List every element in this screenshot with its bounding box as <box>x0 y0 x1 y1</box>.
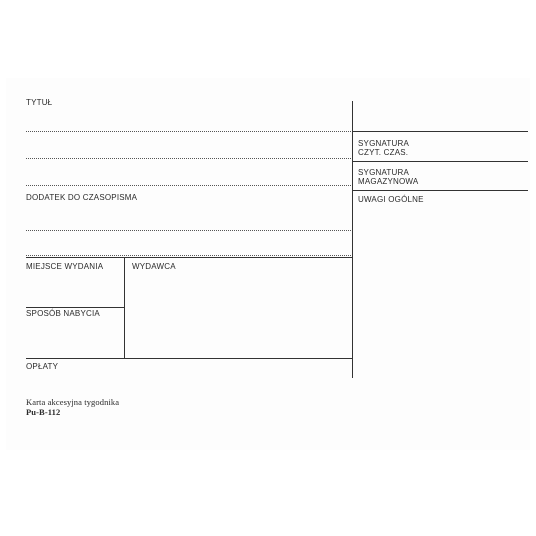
title-dotted-line-3 <box>26 185 351 186</box>
place-acquisition-divider <box>26 307 125 308</box>
reading-signature-top-line <box>352 131 528 132</box>
title-label: TYTUŁ <box>26 98 53 107</box>
form-code: Pu-B-112 <box>26 407 61 417</box>
right-column-divider <box>352 101 353 378</box>
storage-signature-label-line1: SYGNATURA <box>358 168 409 177</box>
general-notes-label: UWAGI OGÓLNE <box>358 195 424 204</box>
place-label: MIEJSCE WYDANIA <box>26 262 104 271</box>
title-dotted-line-1 <box>26 131 351 132</box>
form-description: Karta akcesyjna tygodnika <box>26 397 120 407</box>
fees-top-line <box>26 358 352 359</box>
reading-signature-label-line1: SYGNATURA <box>358 139 409 148</box>
fees-label: OPŁATY <box>26 362 59 371</box>
publisher-label: WYDAWCA <box>132 262 176 271</box>
acquisition-label: SPOSÓB NABYCIA <box>26 309 100 318</box>
supplement-label: DODATEK DO CZASOPISMA <box>26 193 138 202</box>
title-dotted-line-2 <box>26 158 351 159</box>
place-publisher-top-line <box>26 257 352 258</box>
storage-signature-top-line <box>352 161 528 162</box>
reading-signature-label-line2: CZYT. CZAS. <box>358 148 409 157</box>
general-notes-top-line <box>352 190 528 191</box>
storage-signature-label-line2: MAGAZYNOWA <box>358 177 419 186</box>
supplement-dotted-line-2 <box>26 255 351 256</box>
supplement-dotted-line-1 <box>26 230 351 231</box>
